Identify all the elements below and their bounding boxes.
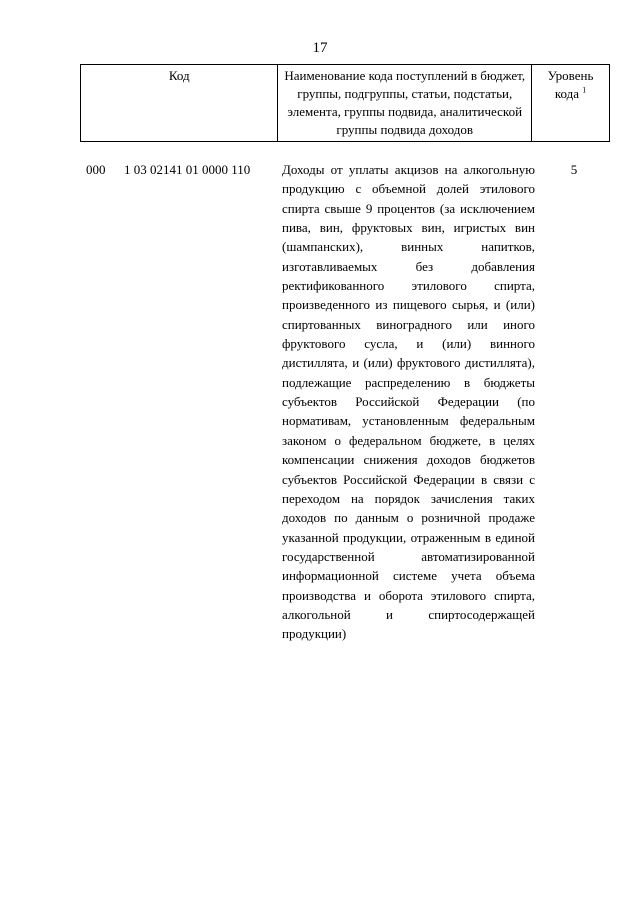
header-name-label: Наименование кода поступлений в бюджет, группы, подгруппы, статьи, подстатьи, элемента, группы подвида, аналитической группы подвида доходов (284, 68, 526, 137)
header-level (532, 65, 610, 142)
code-level: 5 (570, 162, 578, 177)
header-code (81, 65, 278, 142)
header-name (278, 65, 532, 142)
header-level-label: Уровень кода (547, 68, 594, 101)
page-number: 17 (312, 40, 328, 56)
footnote-marker: 1 (582, 85, 587, 95)
table-header (80, 64, 610, 142)
income-description: Доходы от уплаты акцизов на алкогольную продукцию с объемной долей этилового спирта свыше 9 процентов (за исключением пива, вин, фруктовых вин, игристых вин (шампанских), винных напитков, изготавливаемых без добавления ректификованного этилового спирта, произведенного из пищевого сырья, и (или) спиртованных виноградного или иного фруктового сусла, и (или) винного дистиллята, и (или) фруктового дистиллята), подлежащие распределению в бюджеты субъектов Российской Федерации (по нормативам, установленным федеральным законом о федеральном бюджете, в целях компенсации снижения доходов бюджетов субъектов Российской Федерации в связи с переходом на порядок зачисления таких доходов по данным о розничной продаже указанной продукции, отраженным в единой государственной автоматизированной информационной системе учета объема производства и оборота этилового спирта, алкогольной и спиртосодержащей продукции) (282, 162, 535, 642)
header-code-label: Код (168, 68, 190, 83)
income-code: 1 03 02141 01 0000 110 (124, 162, 251, 177)
admin-code: 000 (86, 162, 106, 177)
